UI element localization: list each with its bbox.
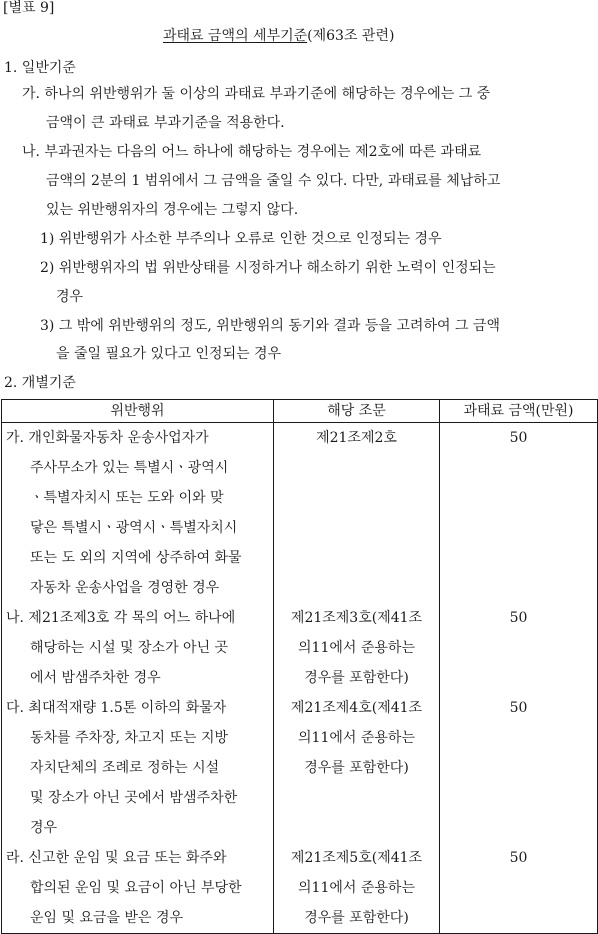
- article-line: 경우를 포함한다): [304, 760, 409, 776]
- article-line: 의11에서 준용하는: [298, 730, 415, 746]
- violation-line: 닿은 특별시ㆍ광역시ㆍ특별자치시: [30, 520, 238, 536]
- violation-line: 및 장소가 아닌 곳에서 밤샘주차한: [30, 790, 238, 806]
- article-line: 제21조제5호(제41조: [290, 850, 423, 866]
- violation-line: 자동차 운송사업을 경영한 경우: [30, 580, 220, 596]
- annex-label: [별표 9]: [3, 0, 55, 16]
- violation-line: 운임 및 요금을 받은 경우: [30, 910, 184, 926]
- violation-line: ㆍ특별자치시 또는 도와 이와 맞: [30, 490, 224, 506]
- general-sub-item-2: 2) 위반행위자의 법 위반상태를 시정하거나 해소하기 위한 노력이 인정되는: [40, 260, 496, 276]
- violation-line: 해당하는 시설 및 장소가 아닌 곳: [30, 640, 229, 656]
- general-sub-item-3-cont: 을 줄일 필요가 있다고 인정되는 경우: [56, 346, 282, 362]
- violation-line: 다. 최대적재량 1.5톤 이하의 화물자: [6, 700, 227, 716]
- individual-heading: 2. 개별기준: [4, 375, 76, 391]
- violation-line: 가. 개인화물자동차 운송사업자가: [6, 430, 209, 446]
- violation-cell: [2, 843, 274, 934]
- table-row: [2, 693, 598, 843]
- violation-line: 주사무소가 있는 특별시ㆍ광역시: [30, 460, 229, 476]
- general-heading: 1. 일반기준: [4, 60, 76, 76]
- general-na-line: 나. 부과권자는 다음의 어느 하나에 해당하는 경우에는 제2호에 따른 과태료: [22, 144, 482, 160]
- violation-line: 에서 밤샘주차한 경우: [30, 670, 161, 686]
- article-cell: [274, 843, 440, 934]
- amount-cell: 50: [440, 423, 598, 604]
- article-line: 경우를 포함한다): [304, 910, 409, 926]
- column-header-article: 해당 조문: [274, 400, 440, 423]
- general-ga-line: 금액이 큰 과태료 부과기준을 적용한다.: [46, 115, 285, 131]
- table-row: [2, 603, 598, 693]
- article-line: 제21조제4호(제41조: [290, 700, 423, 716]
- general-ga-line: 가. 하나의 위반행위가 둘 이상의 과태료 부과기준에 해당하는 경우에는 그 중: [22, 86, 491, 102]
- violation-line: 또는 도 외의 지역에 상주하여 화물: [30, 550, 242, 566]
- column-header-violation: 위반행위: [2, 400, 274, 423]
- general-sub-item-3: 3) 그 밖에 위반행위의 정도, 위반행위의 동기와 결과 등을 고려하여 그 금액: [40, 318, 500, 334]
- general-na-line: 있는 위반행위자의 경우에는 그렇지 않다.: [46, 202, 299, 218]
- violation-line: 나. 제21조제3호 각 목의 어느 하나에: [6, 610, 236, 626]
- fines-table: [1, 399, 598, 934]
- article-line: 의11에서 준용하는: [298, 640, 415, 656]
- violation-line: 자치단체의 조례로 정하는 시설: [30, 760, 220, 776]
- page-title-ref: (제63조 관련): [307, 28, 395, 44]
- violation-cell: [2, 603, 274, 693]
- article-cell: [274, 423, 440, 604]
- general-na-line: 금액의 2분의 1 범위에서 그 금액을 줄일 수 있다. 다만, 과태료를 체납하고: [46, 173, 501, 189]
- table-row: [2, 843, 598, 934]
- article-line: 의11에서 준용하는: [298, 880, 415, 896]
- article-cell: [274, 603, 440, 693]
- violation-line: 경우: [30, 820, 58, 836]
- column-header-amount: 과태료 금액(만원): [440, 400, 598, 423]
- article-line: 제21조제2호: [316, 430, 397, 446]
- page-title-main: 과태료 금액의 세부기준: [163, 28, 308, 44]
- violation-cell: [2, 693, 274, 843]
- general-sub-item-2-cont: 경우: [56, 289, 84, 305]
- amount-cell: 50: [440, 843, 598, 934]
- table-row: [2, 423, 598, 604]
- violation-cell: [2, 423, 274, 604]
- article-line: 경우를 포함한다): [304, 670, 409, 686]
- table-header-row: [2, 400, 598, 423]
- violation-line: 합의된 운임 및 요금이 아닌 부당한: [30, 880, 242, 896]
- amount-cell: 50: [440, 603, 598, 693]
- amount-cell: 50: [440, 693, 598, 843]
- article-cell: [274, 693, 440, 843]
- violation-line: 라. 신고한 운임 및 요금 또는 화주와: [6, 850, 227, 866]
- article-line: 제21조제3호(제41조: [290, 610, 423, 626]
- general-sub-item-1: 1) 위반행위가 사소한 부주의나 오류로 인한 것으로 인정되는 경우: [40, 231, 442, 247]
- page-title: [163, 27, 394, 45]
- violation-line: 동차를 주차장, 차고지 또는 지방: [30, 730, 229, 746]
